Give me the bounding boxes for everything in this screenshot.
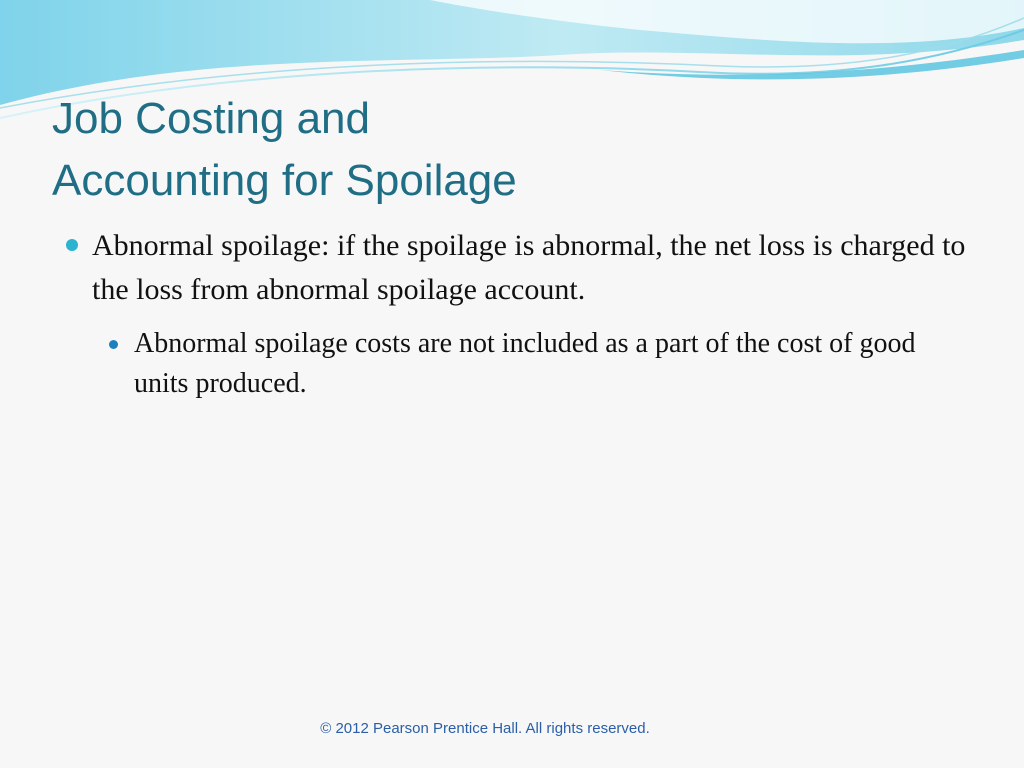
sub-bullet-list (92, 324, 972, 404)
sub-bullet-dot-icon (109, 340, 118, 349)
copyright-footer: © 2012 Pearson Prentice Hall. All rights reserved. (320, 720, 650, 737)
bullet-dot-icon (66, 239, 78, 251)
slide-title-line-1: Job Costing and (52, 94, 370, 143)
slide-title-line-2: Accounting for Spoilage (52, 156, 517, 205)
bullet-list (62, 224, 972, 404)
sub-bullet-text: Abnormal spoilage costs are not included as a part of the cost of good units produced. (134, 328, 916, 399)
sub-bullet-item (104, 324, 972, 404)
slide-title (52, 88, 952, 212)
bullet-item (62, 224, 972, 404)
bullet-text: Abnormal spoilage: if the spoilage is abnormal, the net loss is charged to the loss from abnormal spoilage account. (92, 229, 966, 306)
